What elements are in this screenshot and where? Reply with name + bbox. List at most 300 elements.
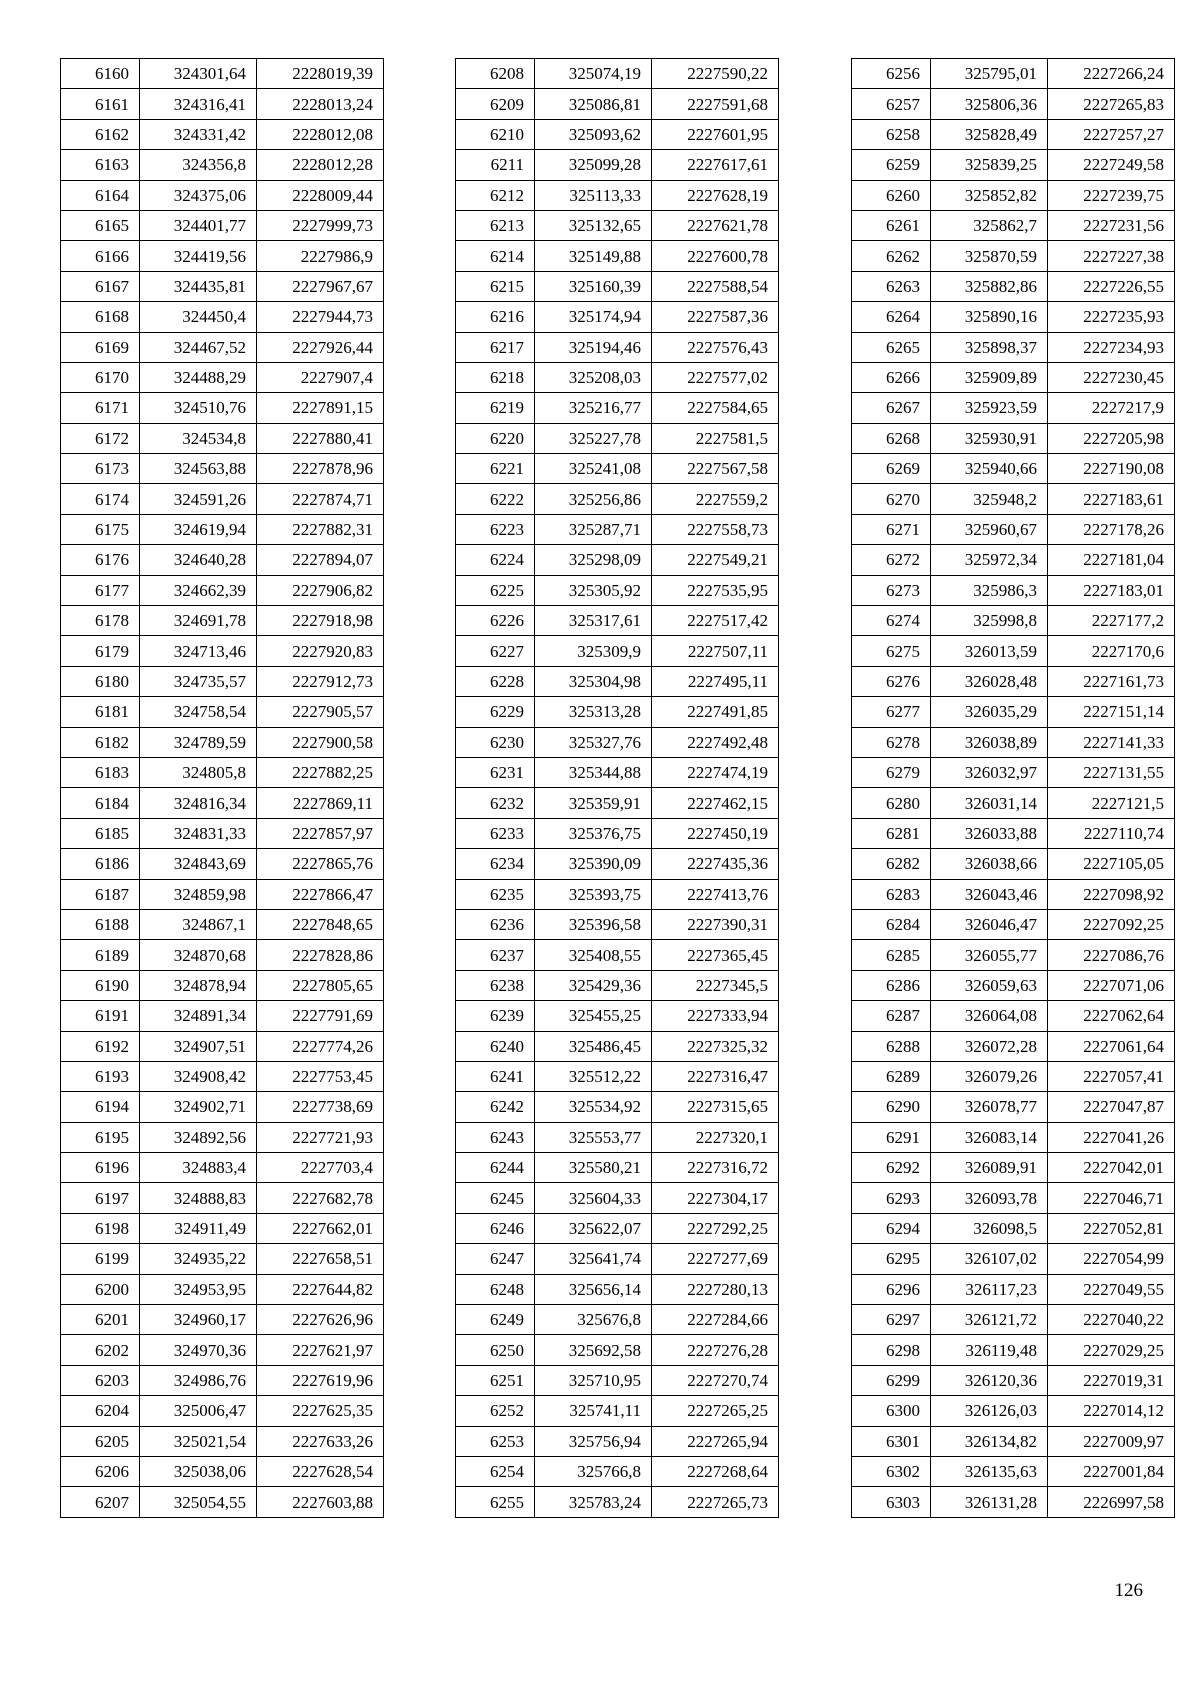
point-number-cell: 6276 — [852, 666, 931, 696]
x-coordinate-cell: 324907,51 — [140, 1031, 257, 1061]
table-row — [456, 697, 779, 727]
x-coordinate-cell: 324488,29 — [140, 362, 257, 392]
y-coordinate-cell: 2227280,13 — [652, 1274, 779, 1304]
y-coordinate-cell: 2227413,76 — [652, 879, 779, 909]
x-coordinate-cell: 325852,82 — [931, 180, 1048, 210]
point-number-cell: 6162 — [61, 119, 140, 149]
y-coordinate-cell: 2227581,5 — [652, 423, 779, 453]
point-number-cell: 6269 — [852, 454, 931, 484]
point-number-cell: 6224 — [456, 545, 535, 575]
y-coordinate-cell: 2227141,33 — [1048, 727, 1175, 757]
x-coordinate-cell: 326038,66 — [931, 849, 1048, 879]
point-number-cell: 6255 — [456, 1487, 535, 1517]
point-number-cell: 6209 — [456, 89, 535, 119]
y-coordinate-cell: 2227131,55 — [1048, 757, 1175, 787]
table-row — [852, 1365, 1175, 1395]
y-coordinate-cell: 2227738,69 — [257, 1092, 384, 1122]
point-number-cell: 6232 — [456, 788, 535, 818]
y-coordinate-cell: 2228012,08 — [257, 119, 384, 149]
table-row — [456, 1487, 779, 1517]
table-row — [852, 150, 1175, 180]
point-number-cell: 6171 — [61, 393, 140, 423]
table-row — [61, 788, 384, 818]
point-number-cell: 6268 — [852, 423, 931, 453]
y-coordinate-cell: 2227874,71 — [257, 484, 384, 514]
point-number-cell: 6246 — [456, 1213, 535, 1243]
y-coordinate-cell: 2227944,73 — [257, 302, 384, 332]
x-coordinate-cell: 325208,03 — [535, 362, 652, 392]
x-coordinate-cell: 324902,71 — [140, 1092, 257, 1122]
x-coordinate-cell: 326119,48 — [931, 1335, 1048, 1365]
y-coordinate-cell: 2227617,61 — [652, 150, 779, 180]
x-coordinate-cell: 325756,94 — [535, 1426, 652, 1456]
table-row — [61, 393, 384, 423]
y-coordinate-cell: 2227492,48 — [652, 727, 779, 757]
point-number-cell: 6199 — [61, 1244, 140, 1274]
y-coordinate-cell: 2227325,32 — [652, 1031, 779, 1061]
x-coordinate-cell: 325160,39 — [535, 271, 652, 301]
y-coordinate-cell: 2227628,19 — [652, 180, 779, 210]
y-coordinate-cell: 2227600,78 — [652, 241, 779, 271]
table-row — [852, 1244, 1175, 1274]
y-coordinate-cell: 2227266,24 — [1048, 59, 1175, 89]
point-number-cell: 6178 — [61, 606, 140, 636]
y-coordinate-cell: 2227549,21 — [652, 545, 779, 575]
x-coordinate-cell: 325870,59 — [931, 241, 1048, 271]
point-number-cell: 6241 — [456, 1061, 535, 1091]
table-row — [456, 150, 779, 180]
table-row — [61, 1365, 384, 1395]
point-number-cell: 6286 — [852, 970, 931, 1000]
y-coordinate-cell: 2227234,93 — [1048, 332, 1175, 362]
point-number-cell: 6251 — [456, 1365, 535, 1395]
point-number-cell: 6230 — [456, 727, 535, 757]
table-row — [456, 1365, 779, 1395]
x-coordinate-cell: 324591,26 — [140, 484, 257, 514]
table-row — [852, 1092, 1175, 1122]
table-row — [456, 788, 779, 818]
point-number-cell: 6226 — [456, 606, 535, 636]
x-coordinate-cell: 325604,33 — [535, 1183, 652, 1213]
table-row — [852, 1305, 1175, 1335]
point-number-cell: 6225 — [456, 575, 535, 605]
y-coordinate-cell: 2227621,97 — [257, 1335, 384, 1365]
table-row — [456, 1122, 779, 1152]
table-row — [456, 332, 779, 362]
table-row — [852, 180, 1175, 210]
point-number-cell: 6193 — [61, 1061, 140, 1091]
table-row — [456, 1396, 779, 1426]
point-number-cell: 6236 — [456, 909, 535, 939]
table-row — [61, 727, 384, 757]
point-number-cell: 6223 — [456, 514, 535, 544]
x-coordinate-cell: 325287,71 — [535, 514, 652, 544]
y-coordinate-cell: 2227625,35 — [257, 1396, 384, 1426]
x-coordinate-cell: 325093,62 — [535, 119, 652, 149]
x-coordinate-cell: 325149,88 — [535, 241, 652, 271]
table-row — [852, 210, 1175, 240]
y-coordinate-cell: 2227865,76 — [257, 849, 384, 879]
x-coordinate-cell: 324789,59 — [140, 727, 257, 757]
table-row — [61, 1183, 384, 1213]
x-coordinate-cell: 325132,65 — [535, 210, 652, 240]
point-number-cell: 6167 — [61, 271, 140, 301]
table-row — [852, 59, 1175, 89]
y-coordinate-cell: 2227276,28 — [652, 1335, 779, 1365]
y-coordinate-cell: 2227900,58 — [257, 727, 384, 757]
y-coordinate-cell: 2227590,22 — [652, 59, 779, 89]
y-coordinate-cell: 2227967,67 — [257, 271, 384, 301]
x-coordinate-cell: 324908,42 — [140, 1061, 257, 1091]
table-row — [852, 545, 1175, 575]
y-coordinate-cell: 2227086,76 — [1048, 940, 1175, 970]
x-coordinate-cell: 325580,21 — [535, 1153, 652, 1183]
x-coordinate-cell: 325656,14 — [535, 1274, 652, 1304]
y-coordinate-cell: 2227205,98 — [1048, 423, 1175, 453]
y-coordinate-cell: 2227001,84 — [1048, 1456, 1175, 1486]
y-coordinate-cell: 2227869,11 — [257, 788, 384, 818]
y-coordinate-cell: 2227907,4 — [257, 362, 384, 392]
y-coordinate-cell: 2227046,71 — [1048, 1183, 1175, 1213]
x-coordinate-cell: 326134,82 — [931, 1426, 1048, 1456]
table-row — [61, 606, 384, 636]
table-row — [61, 1426, 384, 1456]
x-coordinate-cell: 325862,7 — [931, 210, 1048, 240]
point-number-cell: 6229 — [456, 697, 535, 727]
y-coordinate-cell: 2227040,22 — [1048, 1305, 1175, 1335]
x-coordinate-cell: 325054,55 — [140, 1487, 257, 1517]
y-coordinate-cell: 2227316,47 — [652, 1061, 779, 1091]
x-coordinate-cell: 324878,94 — [140, 970, 257, 1000]
x-coordinate-cell: 325741,11 — [535, 1396, 652, 1426]
point-number-cell: 6174 — [61, 484, 140, 514]
x-coordinate-cell: 326043,46 — [931, 879, 1048, 909]
x-coordinate-cell: 326013,59 — [931, 636, 1048, 666]
point-number-cell: 6175 — [61, 514, 140, 544]
y-coordinate-cell: 2227105,05 — [1048, 849, 1175, 879]
table-row — [61, 909, 384, 939]
point-number-cell: 6272 — [852, 545, 931, 575]
y-coordinate-cell: 2227041,26 — [1048, 1122, 1175, 1152]
point-number-cell: 6203 — [61, 1365, 140, 1395]
x-coordinate-cell: 324435,81 — [140, 271, 257, 301]
table-row — [61, 1305, 384, 1335]
table-row — [61, 940, 384, 970]
y-coordinate-cell: 2227601,95 — [652, 119, 779, 149]
x-coordinate-cell: 325795,01 — [931, 59, 1048, 89]
x-coordinate-cell: 324953,95 — [140, 1274, 257, 1304]
point-number-cell: 6267 — [852, 393, 931, 423]
point-number-cell: 6170 — [61, 362, 140, 392]
point-number-cell: 6161 — [61, 89, 140, 119]
point-number-cell: 6261 — [852, 210, 931, 240]
y-coordinate-cell: 2227535,95 — [652, 575, 779, 605]
y-coordinate-cell: 2227230,45 — [1048, 362, 1175, 392]
x-coordinate-cell: 325359,91 — [535, 788, 652, 818]
table-row — [852, 970, 1175, 1000]
x-coordinate-cell: 326046,47 — [931, 909, 1048, 939]
point-number-cell: 6282 — [852, 849, 931, 879]
point-number-cell: 6185 — [61, 818, 140, 848]
point-number-cell: 6184 — [61, 788, 140, 818]
y-coordinate-cell: 2227265,94 — [652, 1426, 779, 1456]
x-coordinate-cell: 324883,4 — [140, 1153, 257, 1183]
x-coordinate-cell: 325710,95 — [535, 1365, 652, 1395]
table-row — [61, 423, 384, 453]
x-coordinate-cell: 325327,76 — [535, 727, 652, 757]
x-coordinate-cell: 326079,26 — [931, 1061, 1048, 1091]
x-coordinate-cell: 326098,5 — [931, 1213, 1048, 1243]
table-row — [456, 940, 779, 970]
point-number-cell: 6233 — [456, 818, 535, 848]
point-number-cell: 6296 — [852, 1274, 931, 1304]
table-row — [852, 1335, 1175, 1365]
x-coordinate-cell: 326031,14 — [931, 788, 1048, 818]
x-coordinate-cell: 325074,19 — [535, 59, 652, 89]
table-row — [852, 454, 1175, 484]
point-number-cell: 6244 — [456, 1153, 535, 1183]
point-number-cell: 6188 — [61, 909, 140, 939]
x-coordinate-cell: 325113,33 — [535, 180, 652, 210]
y-coordinate-cell: 2227920,83 — [257, 636, 384, 666]
table-row — [852, 1183, 1175, 1213]
table-row — [61, 271, 384, 301]
x-coordinate-cell: 325298,09 — [535, 545, 652, 575]
table-row — [456, 1244, 779, 1274]
point-number-cell: 6277 — [852, 697, 931, 727]
x-coordinate-cell: 324467,52 — [140, 332, 257, 362]
point-number-cell: 6201 — [61, 1305, 140, 1335]
x-coordinate-cell: 325882,86 — [931, 271, 1048, 301]
y-coordinate-cell: 2227891,15 — [257, 393, 384, 423]
point-number-cell: 6164 — [61, 180, 140, 210]
table-row — [852, 119, 1175, 149]
x-coordinate-cell: 324859,98 — [140, 879, 257, 909]
table-row — [456, 1183, 779, 1213]
x-coordinate-cell: 326126,03 — [931, 1396, 1048, 1426]
point-number-cell: 6196 — [61, 1153, 140, 1183]
point-number-cell: 6302 — [852, 1456, 931, 1486]
point-number-cell: 6292 — [852, 1153, 931, 1183]
table-row — [456, 879, 779, 909]
table-row — [61, 1456, 384, 1486]
y-coordinate-cell: 2227226,55 — [1048, 271, 1175, 301]
point-number-cell: 6270 — [852, 484, 931, 514]
x-coordinate-cell: 324892,56 — [140, 1122, 257, 1152]
y-coordinate-cell: 2227878,96 — [257, 454, 384, 484]
point-number-cell: 6191 — [61, 1001, 140, 1031]
table-row — [456, 1061, 779, 1091]
point-number-cell: 6173 — [61, 454, 140, 484]
table-row — [61, 119, 384, 149]
x-coordinate-cell: 325828,49 — [931, 119, 1048, 149]
point-number-cell: 6275 — [852, 636, 931, 666]
y-coordinate-cell: 2227999,73 — [257, 210, 384, 240]
table-row — [61, 1274, 384, 1304]
y-coordinate-cell: 2227866,47 — [257, 879, 384, 909]
x-coordinate-cell: 325429,36 — [535, 970, 652, 1000]
table-row — [852, 757, 1175, 787]
table-row — [852, 727, 1175, 757]
y-coordinate-cell: 2227517,42 — [652, 606, 779, 636]
x-coordinate-cell: 324911,49 — [140, 1213, 257, 1243]
y-coordinate-cell: 2227277,69 — [652, 1244, 779, 1274]
y-coordinate-cell: 2227183,01 — [1048, 575, 1175, 605]
y-coordinate-cell: 2227177,2 — [1048, 606, 1175, 636]
x-coordinate-cell: 325227,78 — [535, 423, 652, 453]
y-coordinate-cell: 2227042,01 — [1048, 1153, 1175, 1183]
table-row — [456, 119, 779, 149]
y-coordinate-cell: 2227009,97 — [1048, 1426, 1175, 1456]
point-number-cell: 6287 — [852, 1001, 931, 1031]
point-number-cell: 6163 — [61, 150, 140, 180]
x-coordinate-cell: 324331,42 — [140, 119, 257, 149]
table-row — [852, 484, 1175, 514]
x-coordinate-cell: 324419,56 — [140, 241, 257, 271]
y-coordinate-cell: 2227047,87 — [1048, 1092, 1175, 1122]
x-coordinate-cell: 325534,92 — [535, 1092, 652, 1122]
point-number-cell: 6206 — [61, 1456, 140, 1486]
table-row — [456, 454, 779, 484]
point-number-cell: 6260 — [852, 180, 931, 210]
y-coordinate-cell: 2227333,94 — [652, 1001, 779, 1031]
table-row — [852, 302, 1175, 332]
table-row — [456, 606, 779, 636]
x-coordinate-cell: 325304,98 — [535, 666, 652, 696]
x-coordinate-cell: 325909,89 — [931, 362, 1048, 392]
y-coordinate-cell: 2227170,6 — [1048, 636, 1175, 666]
x-coordinate-cell: 325376,75 — [535, 818, 652, 848]
y-coordinate-cell: 2227265,25 — [652, 1396, 779, 1426]
y-coordinate-cell: 2227619,96 — [257, 1365, 384, 1395]
coordinate-table-3 — [851, 58, 1175, 1518]
point-number-cell: 6247 — [456, 1244, 535, 1274]
point-number-cell: 6280 — [852, 788, 931, 818]
y-coordinate-cell: 2227462,15 — [652, 788, 779, 818]
point-number-cell: 6238 — [456, 970, 535, 1000]
table-row — [456, 59, 779, 89]
table-row — [852, 879, 1175, 909]
y-coordinate-cell: 2227062,64 — [1048, 1001, 1175, 1031]
point-number-cell: 6256 — [852, 59, 931, 89]
table-row — [456, 423, 779, 453]
point-number-cell: 6274 — [852, 606, 931, 636]
y-coordinate-cell: 2227577,02 — [652, 362, 779, 392]
x-coordinate-cell: 326135,63 — [931, 1456, 1048, 1486]
table-row — [61, 849, 384, 879]
y-coordinate-cell: 2227249,58 — [1048, 150, 1175, 180]
x-coordinate-cell: 324691,78 — [140, 606, 257, 636]
x-coordinate-cell: 325486,45 — [535, 1031, 652, 1061]
table-row — [852, 1456, 1175, 1486]
point-number-cell: 6294 — [852, 1213, 931, 1243]
x-coordinate-cell: 324805,8 — [140, 757, 257, 787]
table-row — [456, 727, 779, 757]
x-coordinate-cell: 324662,39 — [140, 575, 257, 605]
y-coordinate-cell: 2227239,75 — [1048, 180, 1175, 210]
point-number-cell: 6254 — [456, 1456, 535, 1486]
y-coordinate-cell: 2227390,31 — [652, 909, 779, 939]
table-row — [456, 1153, 779, 1183]
y-coordinate-cell: 2227181,04 — [1048, 545, 1175, 575]
table-row — [61, 89, 384, 119]
table-row — [852, 1122, 1175, 1152]
point-number-cell: 6266 — [852, 362, 931, 392]
y-coordinate-cell: 2227621,78 — [652, 210, 779, 240]
x-coordinate-cell: 326117,23 — [931, 1274, 1048, 1304]
point-number-cell: 6293 — [852, 1183, 931, 1213]
x-coordinate-cell: 325692,58 — [535, 1335, 652, 1365]
table-row — [852, 362, 1175, 392]
point-number-cell: 6160 — [61, 59, 140, 89]
x-coordinate-cell: 324891,34 — [140, 1001, 257, 1031]
table-row — [456, 545, 779, 575]
point-number-cell: 6263 — [852, 271, 931, 301]
point-number-cell: 6181 — [61, 697, 140, 727]
table-row — [456, 210, 779, 240]
table-row — [456, 666, 779, 696]
table-row — [61, 454, 384, 484]
point-number-cell: 6216 — [456, 302, 535, 332]
point-number-cell: 6198 — [61, 1213, 140, 1243]
point-number-cell: 6284 — [852, 909, 931, 939]
table-row — [61, 1335, 384, 1365]
x-coordinate-cell: 325174,94 — [535, 302, 652, 332]
y-coordinate-cell: 2227268,64 — [652, 1456, 779, 1486]
point-number-cell: 6213 — [456, 210, 535, 240]
table-row — [61, 210, 384, 240]
x-coordinate-cell: 326107,02 — [931, 1244, 1048, 1274]
y-coordinate-cell: 2227882,25 — [257, 757, 384, 787]
point-number-cell: 6221 — [456, 454, 535, 484]
x-coordinate-cell: 326055,77 — [931, 940, 1048, 970]
y-coordinate-cell: 2227828,86 — [257, 940, 384, 970]
point-number-cell: 6262 — [852, 241, 931, 271]
point-number-cell: 6253 — [456, 1426, 535, 1456]
point-number-cell: 6168 — [61, 302, 140, 332]
x-coordinate-cell: 324735,57 — [140, 666, 257, 696]
point-number-cell: 6187 — [61, 879, 140, 909]
y-coordinate-cell: 2227054,99 — [1048, 1244, 1175, 1274]
x-coordinate-cell: 325086,81 — [535, 89, 652, 119]
y-coordinate-cell: 2227183,61 — [1048, 484, 1175, 514]
y-coordinate-cell: 2227774,26 — [257, 1031, 384, 1061]
y-coordinate-cell: 2227576,43 — [652, 332, 779, 362]
x-coordinate-cell: 324935,22 — [140, 1244, 257, 1274]
y-coordinate-cell: 2227584,65 — [652, 393, 779, 423]
point-number-cell: 6165 — [61, 210, 140, 240]
y-coordinate-cell: 2227019,31 — [1048, 1365, 1175, 1395]
y-coordinate-cell: 2227644,82 — [257, 1274, 384, 1304]
y-coordinate-cell: 2227052,81 — [1048, 1213, 1175, 1243]
y-coordinate-cell: 2227857,97 — [257, 818, 384, 848]
table-row — [456, 757, 779, 787]
y-coordinate-cell: 2227098,92 — [1048, 879, 1175, 909]
table-row — [61, 1031, 384, 1061]
x-coordinate-cell: 324867,1 — [140, 909, 257, 939]
point-number-cell: 6250 — [456, 1335, 535, 1365]
point-number-cell: 6208 — [456, 59, 535, 89]
table-row — [852, 697, 1175, 727]
point-number-cell: 6257 — [852, 89, 931, 119]
x-coordinate-cell: 325839,25 — [931, 150, 1048, 180]
x-coordinate-cell: 324986,76 — [140, 1365, 257, 1395]
table-row — [852, 271, 1175, 301]
x-coordinate-cell: 325676,8 — [535, 1305, 652, 1335]
table-row — [456, 393, 779, 423]
y-coordinate-cell: 2227905,57 — [257, 697, 384, 727]
point-number-cell: 6283 — [852, 879, 931, 909]
